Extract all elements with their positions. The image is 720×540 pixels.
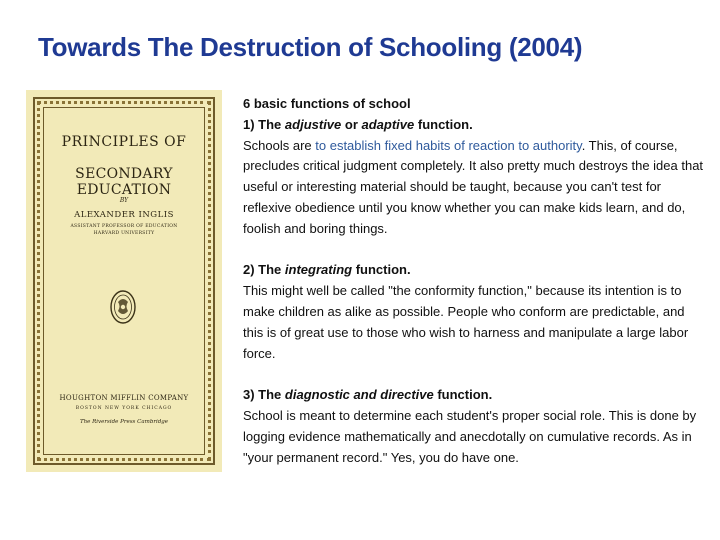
- function-3-term: diagnostic and directive: [284, 387, 434, 403]
- function-1-or: or: [341, 116, 362, 132]
- function-2-heading: [243, 260, 705, 281]
- function-2-text: This might well be called "the conformity function," because its intention is to make children as alike as possible. People who conform are predictable, and this is of great use to those who wish to harness and manipulate a large labor force.: [243, 283, 689, 361]
- cover-author-title-1: ASSISTANT PROFESSOR OF EDUCATION: [70, 224, 178, 229]
- function-1-highlight: to establish fixed habits of reaction to authority: [315, 137, 582, 153]
- function-3-number: 3) The: [243, 387, 285, 403]
- spacer: [243, 240, 705, 261]
- cover-title-line2: SECONDARY EDUCATION: [75, 166, 173, 198]
- cover-cities: BOSTON NEW YORK CHICAGO: [75, 406, 173, 411]
- slide-title: Towards The Destruction of Schooling (2004): [38, 32, 583, 62]
- cover-by: BY: [119, 197, 129, 204]
- function-3-suffix: function.: [433, 387, 493, 403]
- function-2-suffix: function.: [352, 262, 411, 278]
- function-1-term-b: adaptive: [361, 116, 415, 132]
- press-seal-icon: [110, 290, 136, 324]
- spacer: [243, 364, 705, 385]
- cover-title-line1: PRINCIPLES OF: [61, 134, 187, 150]
- function-1-suffix: function.: [414, 116, 473, 132]
- function-3-text: School is meant to determine each student's proper social role. This is done by logging evidence mathematically and anecdotally on cumulative records. As in "your permanent record." Yes, you do have one.: [243, 407, 697, 465]
- cover-inner-border: [43, 107, 205, 455]
- book-cover-image: [26, 90, 222, 472]
- function-1-number: 1) The: [243, 116, 285, 132]
- function-2-number: 2) The: [243, 262, 285, 278]
- function-2-term: integrating: [284, 262, 353, 278]
- cover-author: ALEXANDER INGLIS: [74, 210, 174, 220]
- function-1-text-before: Schools are: [243, 137, 316, 153]
- functions-text-block: [243, 94, 705, 468]
- function-1-term-a: adjustive: [284, 116, 342, 132]
- function-3-heading: [243, 385, 705, 406]
- intro-heading: 6 basic functions of school: [243, 96, 411, 111]
- cover-publisher: HOUGHTON MIFFLIN COMPANY: [59, 394, 189, 402]
- cover-author-title-2: HARVARD UNIVERSITY: [93, 231, 155, 236]
- cover-press: The Riverside Press Cambridge: [79, 419, 169, 425]
- function-1-text-after: . This, of course, precludes critical judgment completely. It also pretty much destroys the idea that useful or interesting material should be taught, because you can't test for reflexive obedience until you know whether you can make kids learn, and do, foolish and boring things.: [243, 137, 704, 236]
- function-1-text: [243, 136, 705, 240]
- function-1-heading: [243, 115, 705, 136]
